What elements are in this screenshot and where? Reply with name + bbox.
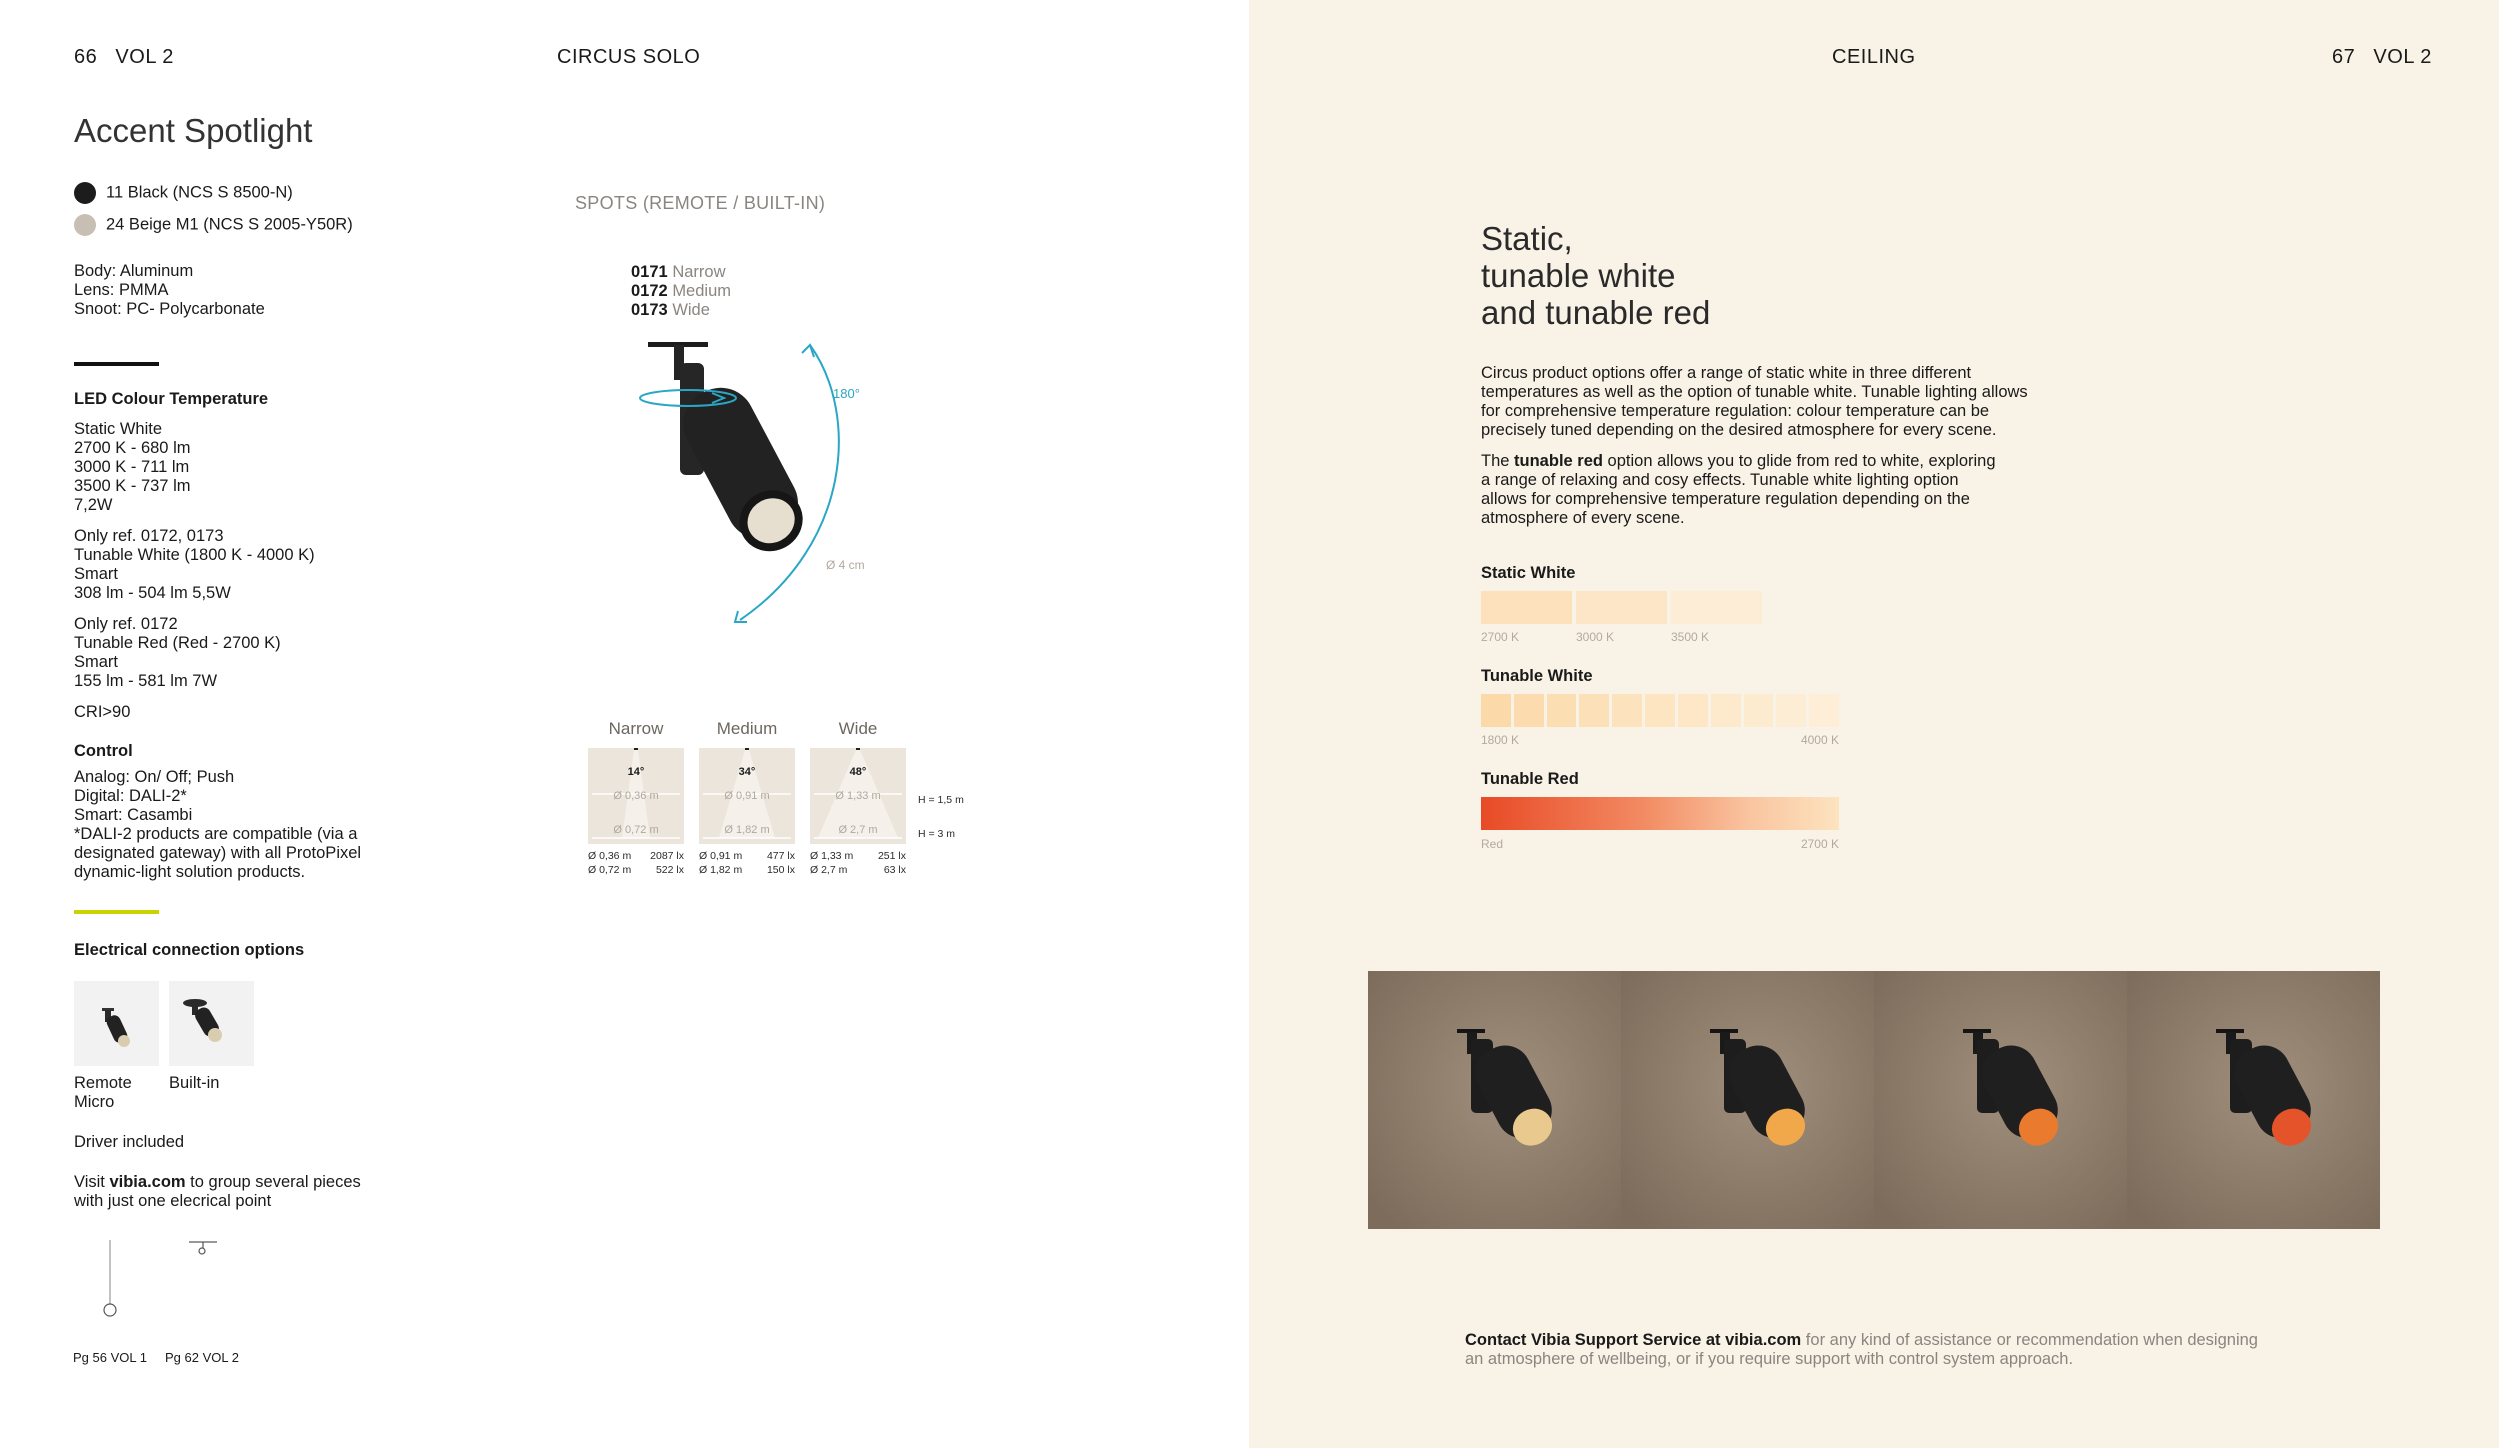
materials: Body: Aluminum Lens: PMMA Snoot: PC- Polycarbonate [74, 262, 265, 318]
beam-d1-wide: Ø 1,33 m [835, 790, 881, 802]
built-in-thumbnail [169, 981, 254, 1066]
tw-step [1678, 694, 1708, 727]
finish-black: 11 Black (NCS S 8500-N) [74, 182, 293, 204]
spots-heading: SPOTS (REMOTE / BUILT-IN) [575, 193, 826, 213]
beam-d2-wide: Ø 2,7 m [838, 824, 878, 836]
vibia-link[interactable]: vibia.com [109, 1173, 186, 1191]
driver-included: Driver included [74, 1133, 185, 1151]
electrical-heading: Electrical connection options [74, 941, 305, 959]
contact-link[interactable]: Contact Vibia Support Service at vibia.com [1465, 1331, 1802, 1349]
beam-card-medium [699, 748, 795, 844]
built-in-label: Built-in [169, 1074, 220, 1092]
beam-d1-medium: Ø 0,91 m [724, 790, 770, 802]
tw-step [1809, 694, 1839, 727]
beam-title-narrow: Narrow [608, 719, 664, 738]
left-page-number: 66 VOL 2 [74, 46, 174, 68]
static-white-label-3000: 3000 K [1576, 630, 1615, 644]
divider-lime [74, 910, 159, 914]
spotlight-photo-sequence [1368, 971, 2380, 1229]
beam-d2-narrow: Ø 0,72 m [613, 824, 659, 836]
beam-d2-medium: Ø 1,82 m [724, 824, 770, 836]
beam-angle-wide: 48° [849, 766, 867, 778]
page-ref-1[interactable]: Pg 56 VOL 1 [73, 1350, 147, 1365]
tunable-white-start: 1800 K [1481, 733, 1520, 747]
height-1: H = 1,5 m [918, 794, 964, 806]
divider-black [74, 362, 159, 366]
static-white-title: Static White [1481, 564, 1576, 582]
ref-list: 0171 Narrow 0172 Medium 0173 Wide [631, 263, 731, 319]
product-title: Accent Spotlight [74, 112, 313, 149]
spotlight-diagram [620, 335, 900, 635]
page-ref-2[interactable]: Pg 62 VOL 2 [165, 1350, 239, 1365]
right-page-number: 67 VOL 2 [2332, 46, 2432, 68]
beam-title-medium: Medium [716, 719, 778, 738]
beam-measure-narrow: Ø 0,36 m 2087 lx Ø 0,72 m 522 lx [588, 850, 684, 876]
right-page [1249, 0, 2499, 1448]
static-white-label-2700: 2700 K [1481, 630, 1520, 644]
tunable-white-title: Tunable White [1481, 667, 1593, 685]
tunable-red-title: Tunable Red [1481, 770, 1579, 788]
paragraph-1: Circus product options offer a range of static white in three different temperatures as well as the option of tunable white. Tunable lighting allows for comprehensive temperature regulation: colour temperature can be precisely tuned depending on the desired atmosphere for every scene. [1481, 364, 2028, 439]
tw-step [1579, 694, 1609, 727]
tw-step [1547, 694, 1577, 727]
left-page [0, 0, 1249, 1448]
beam-card-narrow [588, 748, 684, 844]
tunable-white-bar [1481, 694, 1839, 727]
visit-text: Visit vibia.com to group several pieces with just one elecrical point [74, 1173, 361, 1210]
height-2: H = 3 m [918, 828, 956, 840]
diameter-label: Ø 4 cm [826, 558, 865, 572]
collection-title: CIRCUS SOLO [557, 46, 701, 68]
pendant-icon [95, 1238, 125, 1320]
cri: CRI>90 [74, 703, 131, 721]
beam-card-wide [810, 748, 906, 844]
tunable-red-start: Red [1481, 837, 1504, 851]
tw-step [1514, 694, 1544, 727]
led-tunable-white: Only ref. 0172, 0173 Tunable White (1800 K - 4000 K) Smart 308 lm - 504 lm 5,5W [74, 527, 315, 602]
beam-title-wide: Wide [838, 719, 878, 738]
builtin-spot-image [169, 981, 254, 1066]
section-title: CEILING [1832, 46, 1916, 68]
beam-angle-medium: 34° [738, 766, 756, 778]
tw-step [1711, 694, 1741, 727]
static-white-label-3500: 3500 K [1671, 630, 1710, 644]
product-photo-strip [1368, 971, 2380, 1229]
finish-beige: 24 Beige M1 (NCS S 2005-Y50R) [74, 214, 353, 236]
remote-micro-label: Remote Micro [74, 1074, 132, 1111]
control-lines: Analog: On/ Off; Push Digital: DALI-2* Smart: Casambi *DALI-2 products are compatible (via a designated gateway) with all ProtoPixel dynamic-light solution products. [74, 768, 362, 881]
remote-spot-image [74, 981, 159, 1066]
contact-text: Contact Vibia Support Service at vibia.com for any kind of assistance or recommendation when designing an atmosphere of wellbeing, or if you require support with control system approach. [1465, 1331, 2258, 1368]
tw-step [1744, 694, 1774, 727]
tw-step [1645, 694, 1675, 727]
static-white-3500-swatch [1671, 591, 1762, 624]
tunable-red-end: 2700 K [1800, 837, 1839, 851]
beam-measure-medium: Ø 0,91 m 477 lx Ø 1,82 m 150 lx [699, 850, 795, 876]
control-heading: Control [74, 742, 133, 760]
beige-swatch [74, 214, 96, 236]
remote-micro-thumbnail [74, 981, 159, 1066]
static-white-2700-swatch [1481, 591, 1572, 624]
black-swatch [74, 182, 96, 204]
tunable-white-end: 4000 K [1800, 733, 1839, 747]
tw-step [1776, 694, 1806, 727]
paragraph-2: The tunable red option allows you to glide from red to white, exploring a range of relaxing and cosy effects. Tunable white lighting option allows for comprehensive temperature regulation depending on the atmosphere of every scene. [1481, 452, 1996, 527]
led-heading: LED Colour Temperature [74, 390, 269, 408]
ceiling-icon [185, 1238, 221, 1260]
beam-measure-wide: Ø 1,33 m 251 lx Ø 2,7 m 63 lx [810, 850, 906, 876]
headline: Static, tunable white and tunable red [1481, 220, 1711, 331]
beam-angle-narrow: 14° [627, 766, 645, 778]
static-white-3000-swatch [1576, 591, 1667, 624]
rotation-label: 180° [833, 386, 860, 401]
tunable-red-bar [1481, 797, 1839, 830]
led-static-white: Static White 2700 K - 680 lm 3000 K - 711 lm 3500 K - 737 lm 7,2W [74, 420, 191, 514]
beam-d1-narrow: Ø 0,36 m [613, 790, 659, 802]
led-tunable-red: Only ref. 0172 Tunable Red (Red - 2700 K) Smart 155 lm - 581 lm 7W [74, 615, 281, 690]
tw-step [1481, 694, 1511, 727]
tw-step [1612, 694, 1642, 727]
